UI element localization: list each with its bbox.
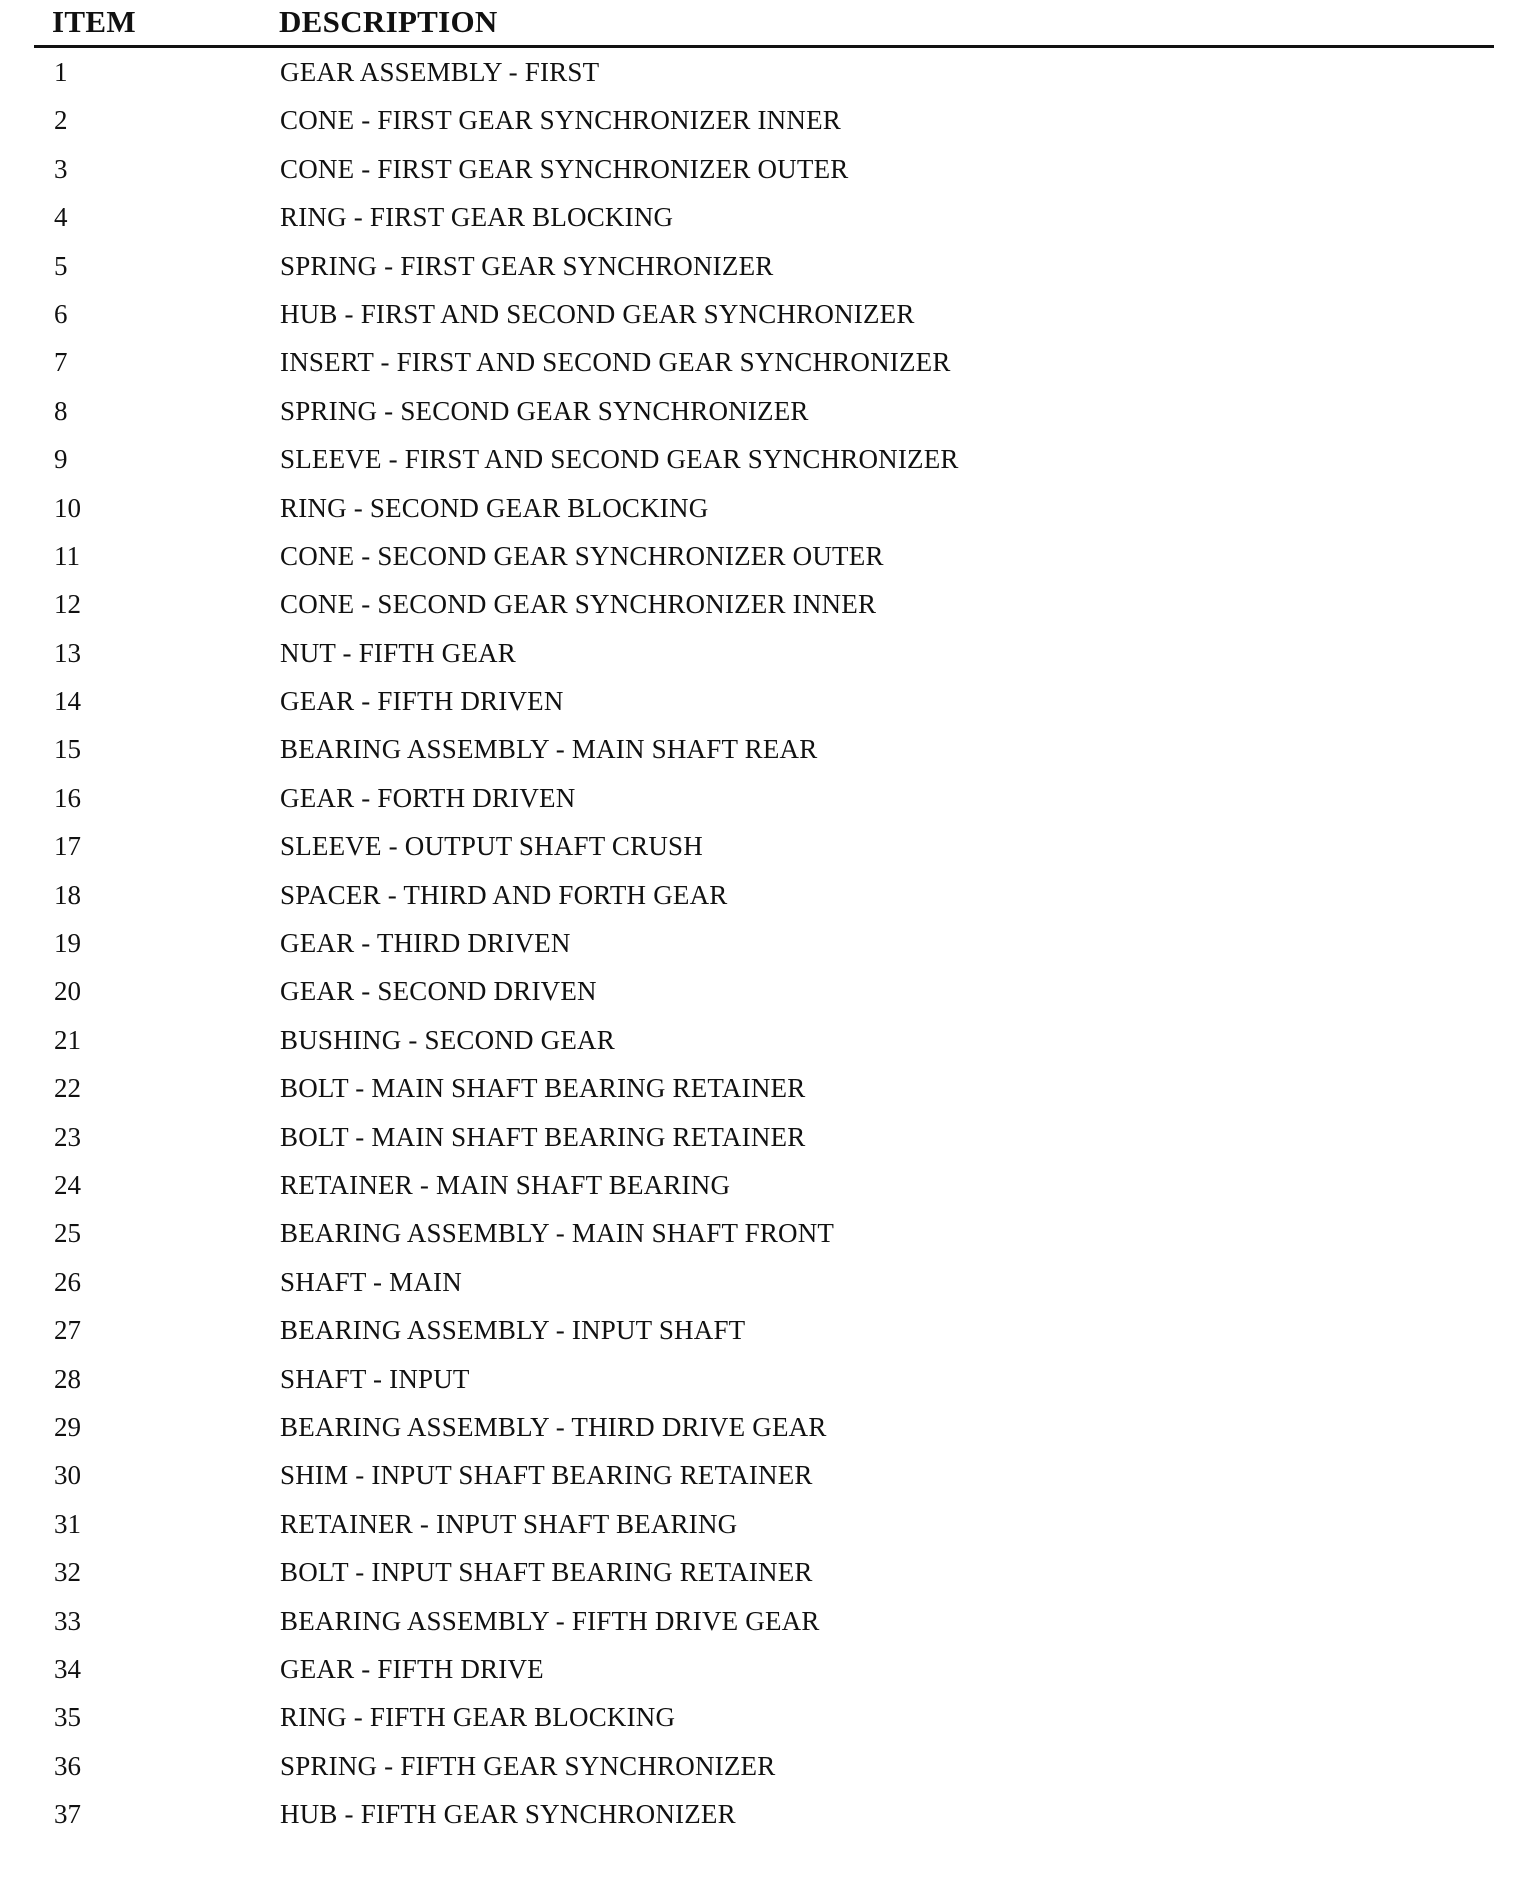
table-row [34,1601,1494,1649]
item-number: 23 [54,1121,81,1152]
column-header-description: DESCRIPTION [279,4,498,39]
table-body [34,52,1494,1842]
table-row [34,681,1494,729]
item-description: BEARING ASSEMBLY - MAIN SHAFT REAR [280,734,818,765]
item-number: 20 [54,976,81,1007]
item-number: 8 [54,395,68,426]
item-description: BOLT - INPUT SHAFT BEARING RETAINER [280,1557,813,1588]
item-number: 16 [54,782,81,813]
item-description: RETAINER - INPUT SHAFT BEARING [280,1508,738,1539]
item-number: 27 [54,1315,81,1346]
table-row [34,1455,1494,1503]
column-header-item: ITEM [52,4,136,39]
table-row [34,729,1494,777]
item-description: CONE - SECOND GEAR SYNCHRONIZER INNER [280,589,877,620]
item-number: 36 [54,1750,81,1781]
table-row [34,826,1494,874]
item-number: 13 [54,637,81,668]
table-row [34,52,1494,100]
item-number: 7 [54,347,68,378]
item-number: 34 [54,1653,81,1684]
item-number: 31 [54,1508,81,1539]
table-row [34,149,1494,197]
item-number: 37 [54,1799,81,1830]
item-description: GEAR - FIFTH DRIVEN [280,686,564,717]
item-number: 25 [54,1218,81,1249]
table-row [34,1504,1494,1552]
header-divider [34,45,1494,48]
table-row [34,1165,1494,1213]
item-description: HUB - FIRST AND SECOND GEAR SYNCHRONIZER [280,298,915,329]
item-number: 2 [54,105,68,136]
table-row [34,294,1494,342]
item-description: SPRING - FIRST GEAR SYNCHRONIZER [280,250,774,281]
table-row [34,1746,1494,1794]
item-description: SHIM - INPUT SHAFT BEARING RETAINER [280,1460,813,1491]
item-description: GEAR - FORTH DRIVEN [280,782,576,813]
item-number: 22 [54,1073,81,1104]
item-description: CONE - FIRST GEAR SYNCHRONIZER INNER [280,105,841,136]
table-row [34,1697,1494,1745]
item-number: 26 [54,1266,81,1297]
table-row [34,923,1494,971]
item-number: 11 [54,540,80,571]
item-number: 5 [54,250,68,281]
item-number: 32 [54,1557,81,1588]
table-row [34,584,1494,632]
table-row [34,633,1494,681]
table-row [34,536,1494,584]
table-row [34,1020,1494,1068]
table-row [34,100,1494,148]
item-number: 28 [54,1363,81,1394]
table-row [34,197,1494,245]
item-number: 12 [54,589,81,620]
table-row [34,1649,1494,1697]
table-header [34,0,1494,44]
table-row [34,1359,1494,1407]
item-number: 19 [54,928,81,959]
item-description: RING - SECOND GEAR BLOCKING [280,492,709,523]
table-row [34,488,1494,536]
item-number: 1 [54,57,68,87]
item-number: 18 [54,879,81,910]
table-row [34,439,1494,487]
item-description: NUT - FIFTH GEAR [280,637,516,668]
table-row [34,1794,1494,1842]
item-description: GEAR ASSEMBLY - FIRST [280,57,600,87]
item-description: GEAR - FIFTH DRIVE [280,1653,544,1684]
item-number: 30 [54,1460,81,1491]
table-row [34,1068,1494,1116]
item-description: SHAFT - INPUT [280,1363,470,1394]
item-number: 9 [54,444,68,475]
item-description: HUB - FIFTH GEAR SYNCHRONIZER [280,1799,736,1830]
item-description: BEARING ASSEMBLY - FIFTH DRIVE GEAR [280,1605,820,1636]
table-row [34,246,1494,294]
item-description: BOLT - MAIN SHAFT BEARING RETAINER [280,1121,806,1152]
item-number: 10 [54,492,81,523]
item-description: BOLT - MAIN SHAFT BEARING RETAINER [280,1073,806,1104]
item-description: SHAFT - MAIN [280,1266,462,1297]
table-row [34,391,1494,439]
item-description: INSERT - FIRST AND SECOND GEAR SYNCHRONIZER [280,347,951,378]
table-row [34,778,1494,826]
item-number: 14 [54,686,81,717]
item-description: BUSHING - SECOND GEAR [280,1024,615,1055]
item-description: CONE - FIRST GEAR SYNCHRONIZER OUTER [280,153,849,184]
item-number: 24 [54,1169,81,1200]
item-description: GEAR - THIRD DRIVEN [280,928,571,959]
table-row [34,1117,1494,1165]
item-description: SPRING - FIFTH GEAR SYNCHRONIZER [280,1750,776,1781]
table-row [34,1407,1494,1455]
item-number: 29 [54,1411,81,1442]
item-number: 33 [54,1605,81,1636]
table-row [34,875,1494,923]
table-row [34,1213,1494,1261]
table-row [34,1552,1494,1600]
item-number: 15 [54,734,81,765]
item-description: SPACER - THIRD AND FORTH GEAR [280,879,728,910]
item-description: CONE - SECOND GEAR SYNCHRONIZER OUTER [280,540,884,571]
parts-table [34,0,1494,1830]
item-description: BEARING ASSEMBLY - MAIN SHAFT FRONT [280,1218,835,1249]
item-description: SLEEVE - OUTPUT SHAFT CRUSH [280,831,703,862]
item-description: RING - FIRST GEAR BLOCKING [280,202,674,233]
item-description: BEARING ASSEMBLY - THIRD DRIVE GEAR [280,1411,827,1442]
item-description: RETAINER - MAIN SHAFT BEARING [280,1169,731,1200]
item-description: GEAR - SECOND DRIVEN [280,976,597,1007]
item-number: 21 [54,1024,81,1055]
table-row [34,342,1494,390]
item-number: 3 [54,153,68,184]
item-number: 6 [54,298,68,329]
item-number: 4 [54,202,68,233]
item-description: BEARING ASSEMBLY - INPUT SHAFT [280,1315,746,1346]
item-description: SLEEVE - FIRST AND SECOND GEAR SYNCHRONIZER [280,444,959,475]
table-row [34,1310,1494,1358]
item-number: 35 [54,1702,81,1733]
item-description: RING - FIFTH GEAR BLOCKING [280,1702,676,1733]
item-description: SPRING - SECOND GEAR SYNCHRONIZER [280,395,809,426]
table-row [34,971,1494,1019]
table-row [34,1262,1494,1310]
item-number: 17 [54,831,81,862]
